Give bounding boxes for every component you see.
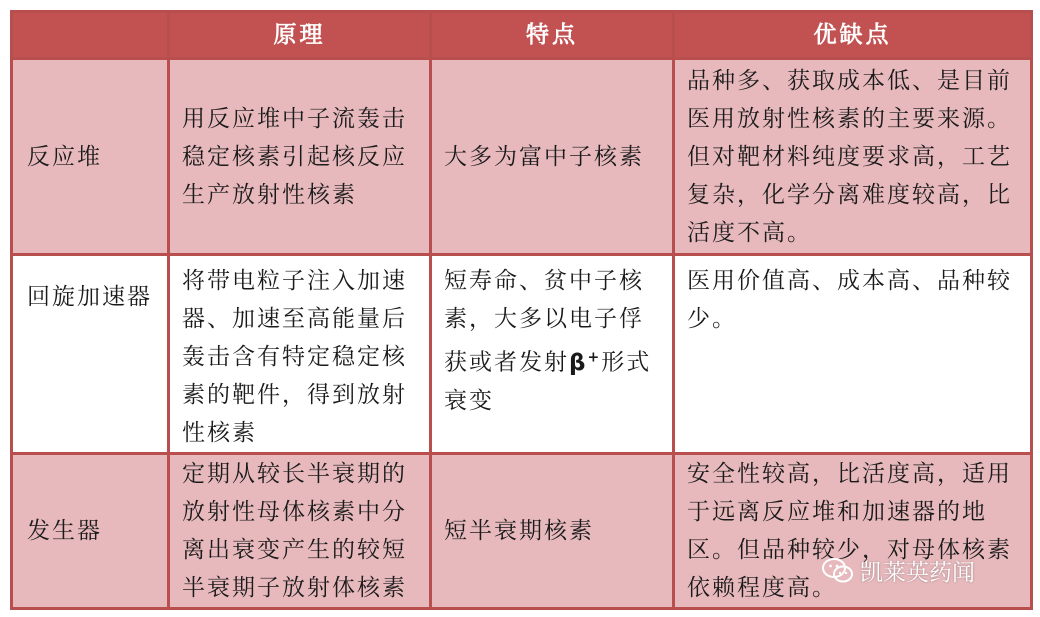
feature-cell: 短半衰期核素 bbox=[431, 454, 674, 609]
pros-cons-cell: 品种多、获取成本低、是目前医用放射性核素的主要来源。但对靶材料纯度要求高，工艺复杂，化学分离难度较高，比活度不高。 bbox=[674, 59, 1032, 255]
feature-text-suffix: 形式衰变 bbox=[444, 349, 652, 414]
header-feature: 特点 bbox=[431, 12, 674, 59]
feature-cell: 大多为富中子核素 bbox=[431, 59, 674, 255]
row-name: 回旋加速器 bbox=[12, 255, 169, 454]
header-row bbox=[12, 12, 1032, 59]
table-row bbox=[12, 255, 1032, 454]
row-name: 发生器 bbox=[12, 454, 169, 609]
feature-cell bbox=[431, 255, 674, 454]
watermark bbox=[822, 554, 975, 587]
feature-text: 短寿命、贫中子核素，大多以电子俘获或者发射 bbox=[444, 268, 644, 376]
header-pros-cons: 优缺点 bbox=[674, 12, 1032, 59]
comparison-table bbox=[10, 10, 1033, 610]
row-name: 反应堆 bbox=[12, 59, 169, 255]
principle-cell: 定期从较长半衰期的放射性母体核素中分离出衰变产生的较短半衰期子放射体核素 bbox=[169, 454, 431, 609]
header-cell-blank bbox=[12, 12, 169, 59]
principle-cell: 用反应堆中子流轰击稳定核素引起核反应生产放射性核素 bbox=[169, 59, 431, 255]
principle-cell: 将带电粒子注入加速器、加速至高能量后轰击含有特定稳定核素的靶件，得到放射性核素 bbox=[169, 255, 431, 454]
pros-cons-cell: 安全性较高，比活度高，适用于远离反应堆和加速器的地区。但品种较少，对母体核素依赖程度高。 bbox=[674, 454, 1032, 609]
wechat-icon bbox=[822, 557, 854, 585]
table-row bbox=[12, 59, 1032, 255]
watermark-text: 凯莱英药闻 bbox=[860, 560, 975, 586]
pros-cons-cell: 医用价值高、成本高、品种较少。 bbox=[674, 255, 1032, 454]
beta-symbol: β+ bbox=[569, 349, 602, 376]
header-principle: 原理 bbox=[169, 12, 431, 59]
